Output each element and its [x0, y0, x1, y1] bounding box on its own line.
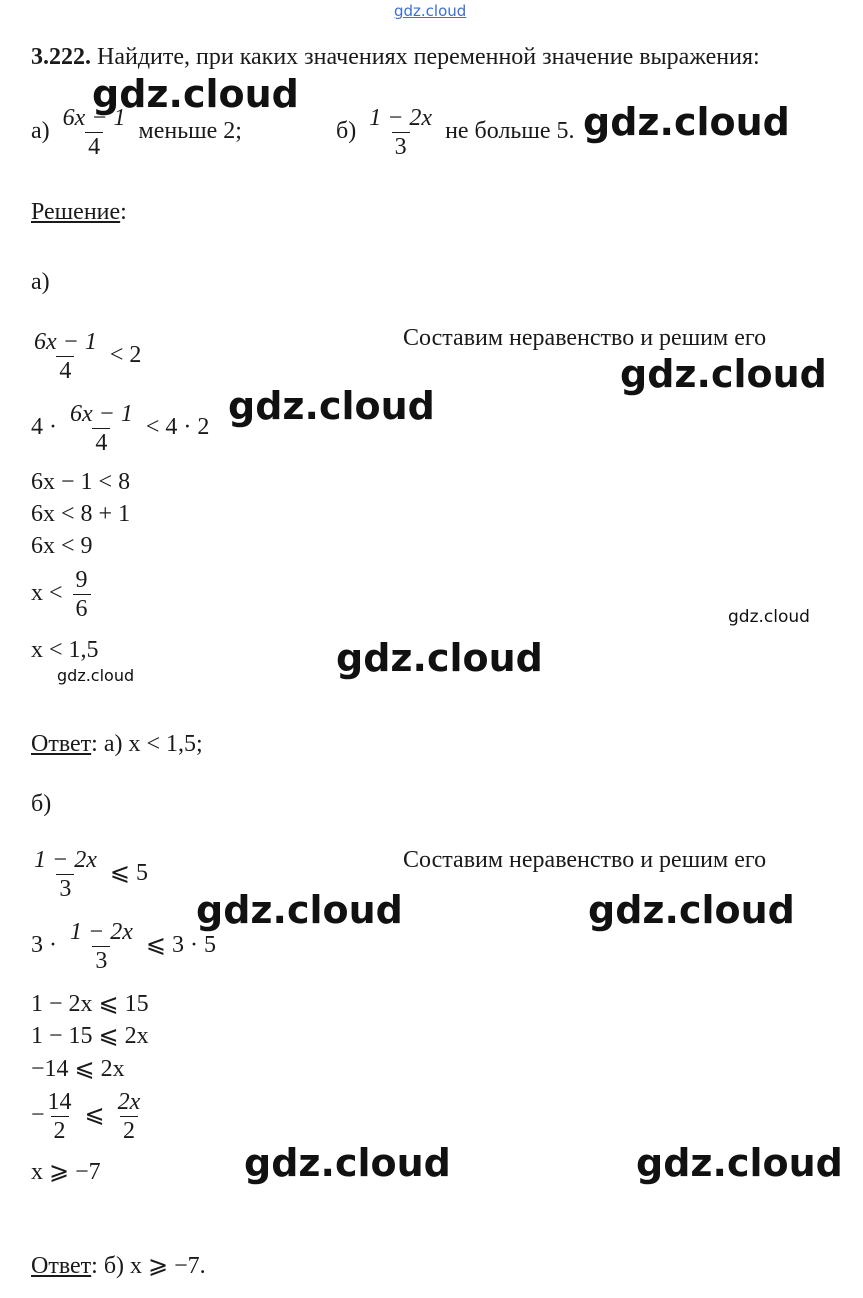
header-watermark[interactable]: gdz.cloud — [394, 2, 467, 20]
part-b-label: б) — [31, 791, 52, 817]
part-a-note: Составим неравенство и решим его — [403, 325, 767, 351]
problem-part-a-condition: меньше 2; — [138, 118, 242, 145]
part-a-step2: 4 · $\frac{6x - 1}{4}$ < 4 · 2 — [31, 401, 210, 456]
part-b-step7: x ⩾ −7 — [31, 1159, 101, 1185]
fraction: $\frac{9}{6}$ — [73, 566, 91, 623]
watermark: gdz.cloud — [583, 100, 790, 144]
part-a-step1: $\frac{6x - 1}{4}$ < 2 — [31, 328, 141, 385]
problem-part-b-condition: не больше 5. — [445, 118, 575, 145]
watermark: gdz.cloud — [336, 636, 543, 680]
part-b-step1: $\frac{1 - 2x}{3}$ ⩽ 5 — [31, 846, 148, 903]
fraction: $\frac{6x - 1}{4}$ — [34, 329, 97, 384]
part-b-answer: Ответ: б) x ⩾ −7. — [31, 1253, 206, 1279]
part-a-step5: 6x < 9 — [31, 533, 93, 559]
fraction: $\frac{1 - 2x}{3}$ — [369, 105, 433, 160]
fraction: $\frac{1 - 2x}{3}$ — [34, 847, 97, 902]
watermark: gdz.cloud — [57, 666, 135, 685]
problem-part-b — [336, 104, 575, 161]
fraction: $\frac{2x}{2}$ — [117, 1089, 141, 1144]
problem-number: 3.222. — [31, 44, 91, 70]
part-a-step7: x < 1,5 — [31, 637, 99, 663]
problem-part-a-label: а) — [31, 118, 50, 145]
part-a-step3: 6x − 1 < 8 — [31, 469, 131, 495]
watermark: gdz.cloud — [620, 352, 827, 396]
watermark: gdz.cloud — [92, 72, 299, 116]
watermark: gdz.cloud — [728, 607, 810, 627]
part-b-step3: 1 − 2x ⩽ 15 — [31, 991, 149, 1017]
solution-heading: Решение: — [31, 199, 127, 225]
watermark: gdz.cloud — [244, 1141, 451, 1185]
watermark: gdz.cloud — [636, 1141, 843, 1185]
part-a-step6: x < $\frac{9}{6}$ — [31, 566, 95, 623]
watermark: gdz.cloud — [196, 888, 403, 932]
part-a-answer: Ответ: а) x < 1,5; — [31, 731, 203, 757]
watermark: gdz.cloud — [228, 384, 435, 428]
part-b-step6: − $\frac{14}{2}$ ⩽ $\frac{2x}{2}$ — [31, 1088, 147, 1145]
part-a-label: а) — [31, 269, 50, 295]
part-b-step5: −14 ⩽ 2x — [31, 1056, 125, 1082]
part-b-step2: 3 · $\frac{1 - 2x}{3}$ ⩽ 3 · 5 — [31, 919, 216, 974]
problem-text: Найдите, при каких значениях переменной значение выражения: — [97, 44, 760, 70]
problem-statement — [31, 44, 760, 71]
fraction: $\frac{14}{2}$ — [47, 1089, 72, 1144]
fraction: $\frac{6x - 1}{4}$ — [62, 105, 126, 160]
problem-part-b-label: б) — [336, 118, 357, 145]
part-a-step4: 6x < 8 + 1 — [31, 501, 131, 527]
watermark: gdz.cloud — [588, 888, 795, 932]
part-b-step4: 1 − 15 ⩽ 2x — [31, 1023, 149, 1049]
fraction: $\frac{1 - 2x}{3}$ — [70, 919, 133, 974]
fraction: $\frac{6x - 1}{4}$ — [70, 401, 133, 456]
part-b-note: Составим неравенство и решим его — [403, 847, 767, 873]
